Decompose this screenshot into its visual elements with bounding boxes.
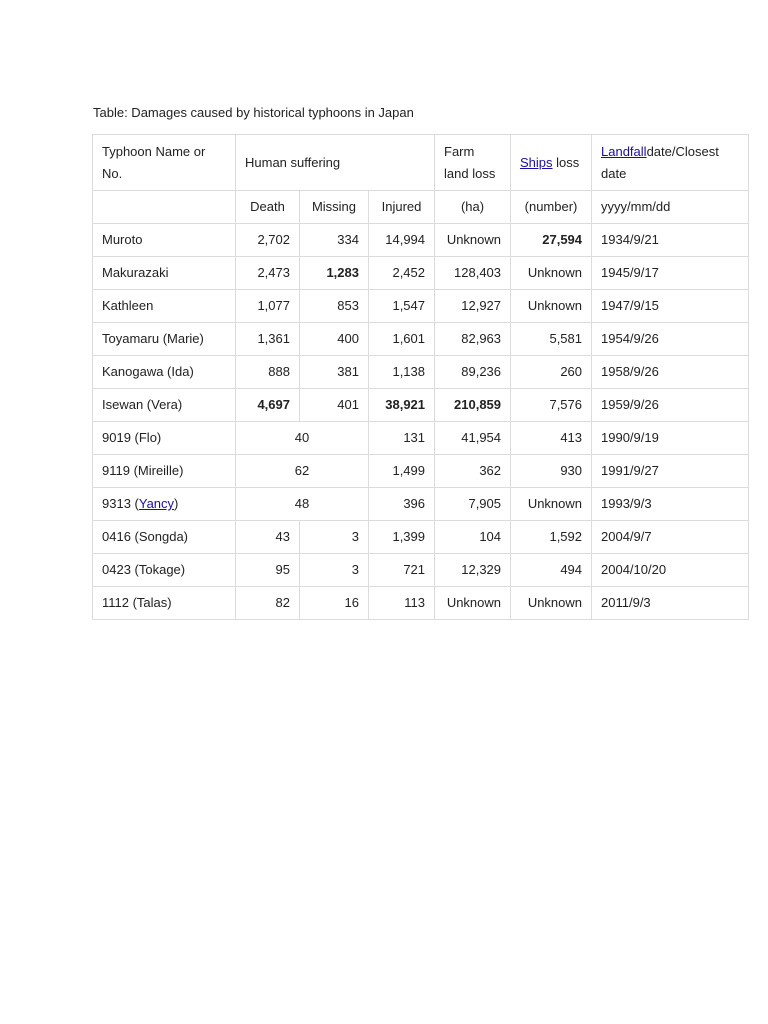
missing-cell: 1,283 — [300, 257, 369, 290]
date-cell: 1991/9/27 — [592, 455, 749, 488]
missing-cell: 381 — [300, 356, 369, 389]
document-page — [92, 104, 748, 620]
injured-cell: 131 — [369, 422, 435, 455]
ships-loss-cell: 5,581 — [511, 323, 592, 356]
subheader-date-format: yyyy/mm/dd — [592, 191, 749, 224]
missing-cell: 853 — [300, 290, 369, 323]
farm-loss-cell: Unknown — [435, 587, 511, 620]
ships-loss-cell: 260 — [511, 356, 592, 389]
death-cell: 1,077 — [236, 290, 300, 323]
ships-loss-label: loss — [552, 154, 580, 170]
subheader-injured: Injured — [369, 191, 435, 224]
ships-loss-cell: 413 — [511, 422, 592, 455]
ships-loss-cell: 494 — [511, 554, 592, 587]
death-missing-cell: 48 — [236, 488, 369, 521]
farm-loss-cell: 89,236 — [435, 356, 511, 389]
header-farm-land-loss: Farm land loss — [435, 135, 511, 191]
ships-loss-cell: 27,594 — [511, 224, 592, 257]
injured-cell: 2,452 — [369, 257, 435, 290]
ships-loss-cell: Unknown — [511, 488, 592, 521]
date-cell: 1945/9/17 — [592, 257, 749, 290]
death-cell: 95 — [236, 554, 300, 587]
header-name: Typhoon Name or No. — [93, 135, 236, 191]
ships-link[interactable]: Ships — [520, 154, 553, 170]
table-row — [93, 488, 749, 521]
table-row — [93, 422, 749, 455]
missing-cell: 401 — [300, 389, 369, 422]
header-ships-loss — [511, 135, 592, 191]
table-row — [93, 323, 749, 356]
ships-loss-cell: Unknown — [511, 290, 592, 323]
injured-cell: 1,399 — [369, 521, 435, 554]
ships-loss-cell: Unknown — [511, 257, 592, 290]
date-cell: 1990/9/19 — [592, 422, 749, 455]
death-cell: 4,697 — [236, 389, 300, 422]
typhoon-name-suffix: ) — [174, 496, 179, 511]
farm-loss-cell: 41,954 — [435, 422, 511, 455]
typhoon-name: Isewan (Vera) — [93, 389, 236, 422]
typhoon-name: 9119 (Mireille) — [93, 455, 236, 488]
date-cell: 1958/9/26 — [592, 356, 749, 389]
table-row — [93, 290, 749, 323]
ships-loss-cell: 7,576 — [511, 389, 592, 422]
table-row — [93, 455, 749, 488]
death-cell: 1,361 — [236, 323, 300, 356]
farm-loss-cell: 12,329 — [435, 554, 511, 587]
date-cell: 1993/9/3 — [592, 488, 749, 521]
missing-cell: 400 — [300, 323, 369, 356]
table-row — [93, 521, 749, 554]
table-row — [93, 587, 749, 620]
farm-loss-cell: Unknown — [435, 224, 511, 257]
farm-loss-cell: 7,905 — [435, 488, 511, 521]
typhoon-name: Muroto — [93, 224, 236, 257]
subheader-death: Death — [236, 191, 300, 224]
table-caption: Table: Damages caused by historical typhoons in Japan — [93, 105, 414, 120]
date-cell: 1947/9/15 — [592, 290, 749, 323]
date-cell: 2011/9/3 — [592, 587, 749, 620]
subheader-empty — [93, 191, 236, 224]
death-cell: 888 — [236, 356, 300, 389]
date-cell: 1934/9/21 — [592, 224, 749, 257]
typhoon-name: 0416 (Songda) — [93, 521, 236, 554]
table-row — [93, 257, 749, 290]
injured-cell: 721 — [369, 554, 435, 587]
yancy-link[interactable]: Yancy — [138, 496, 175, 511]
farm-loss-cell: 128,403 — [435, 257, 511, 290]
death-cell: 43 — [236, 521, 300, 554]
farm-loss-cell: 104 — [435, 521, 511, 554]
table-row — [93, 554, 749, 587]
subheader-row — [93, 191, 749, 224]
missing-cell: 334 — [300, 224, 369, 257]
death-cell: 82 — [236, 587, 300, 620]
injured-cell: 1,547 — [369, 290, 435, 323]
typhoon-name — [93, 488, 236, 521]
death-missing-cell: 62 — [236, 455, 369, 488]
missing-cell: 3 — [300, 554, 369, 587]
injured-cell: 1,601 — [369, 323, 435, 356]
injured-cell: 396 — [369, 488, 435, 521]
typhoon-name: Makurazaki — [93, 257, 236, 290]
farm-loss-cell: 12,927 — [435, 290, 511, 323]
injured-cell: 113 — [369, 587, 435, 620]
typhoon-name: Kathleen — [93, 290, 236, 323]
death-cell: 2,473 — [236, 257, 300, 290]
death-cell: 2,702 — [236, 224, 300, 257]
ships-loss-cell: 930 — [511, 455, 592, 488]
typhoon-name-prefix: 9313 ( — [102, 496, 139, 511]
subheader-missing: Missing — [300, 191, 369, 224]
header-row — [93, 135, 749, 191]
typhoon-name: 1112 (Talas) — [93, 587, 236, 620]
table-row — [93, 389, 749, 422]
typhoon-name: Kanogawa (Ida) — [93, 356, 236, 389]
date-cell: 1959/9/26 — [592, 389, 749, 422]
typhoon-name: Toyamaru (Marie) — [93, 323, 236, 356]
missing-cell: 3 — [300, 521, 369, 554]
date-cell: 2004/10/20 — [592, 554, 749, 587]
date-cell: 2004/9/7 — [592, 521, 749, 554]
injured-cell: 14,994 — [369, 224, 435, 257]
injured-cell: 1,499 — [369, 455, 435, 488]
missing-cell: 16 — [300, 587, 369, 620]
farm-loss-cell: 210,859 — [435, 389, 511, 422]
date-cell: 1954/9/26 — [592, 323, 749, 356]
ships-loss-cell: Unknown — [511, 587, 592, 620]
ships-loss-cell: 1,592 — [511, 521, 592, 554]
header-landfall-date — [592, 135, 749, 191]
typhoon-damage-table — [92, 134, 749, 620]
table-row — [93, 224, 749, 257]
farm-loss-cell: 82,963 — [435, 323, 511, 356]
subheader-ships-unit: (number) — [511, 191, 592, 224]
landfall-date-label: date/Closest date — [601, 143, 719, 181]
farm-loss-cell: 362 — [435, 455, 511, 488]
table-row — [93, 356, 749, 389]
injured-cell: 1,138 — [369, 356, 435, 389]
landfall-link[interactable]: Landfall — [601, 143, 647, 159]
subheader-farm-unit: (ha) — [435, 191, 511, 224]
header-human-suffering: Human suffering — [236, 135, 435, 191]
death-missing-cell: 40 — [236, 422, 369, 455]
typhoon-name: 9019 (Flo) — [93, 422, 236, 455]
injured-cell: 38,921 — [369, 389, 435, 422]
typhoon-name: 0423 (Tokage) — [93, 554, 236, 587]
